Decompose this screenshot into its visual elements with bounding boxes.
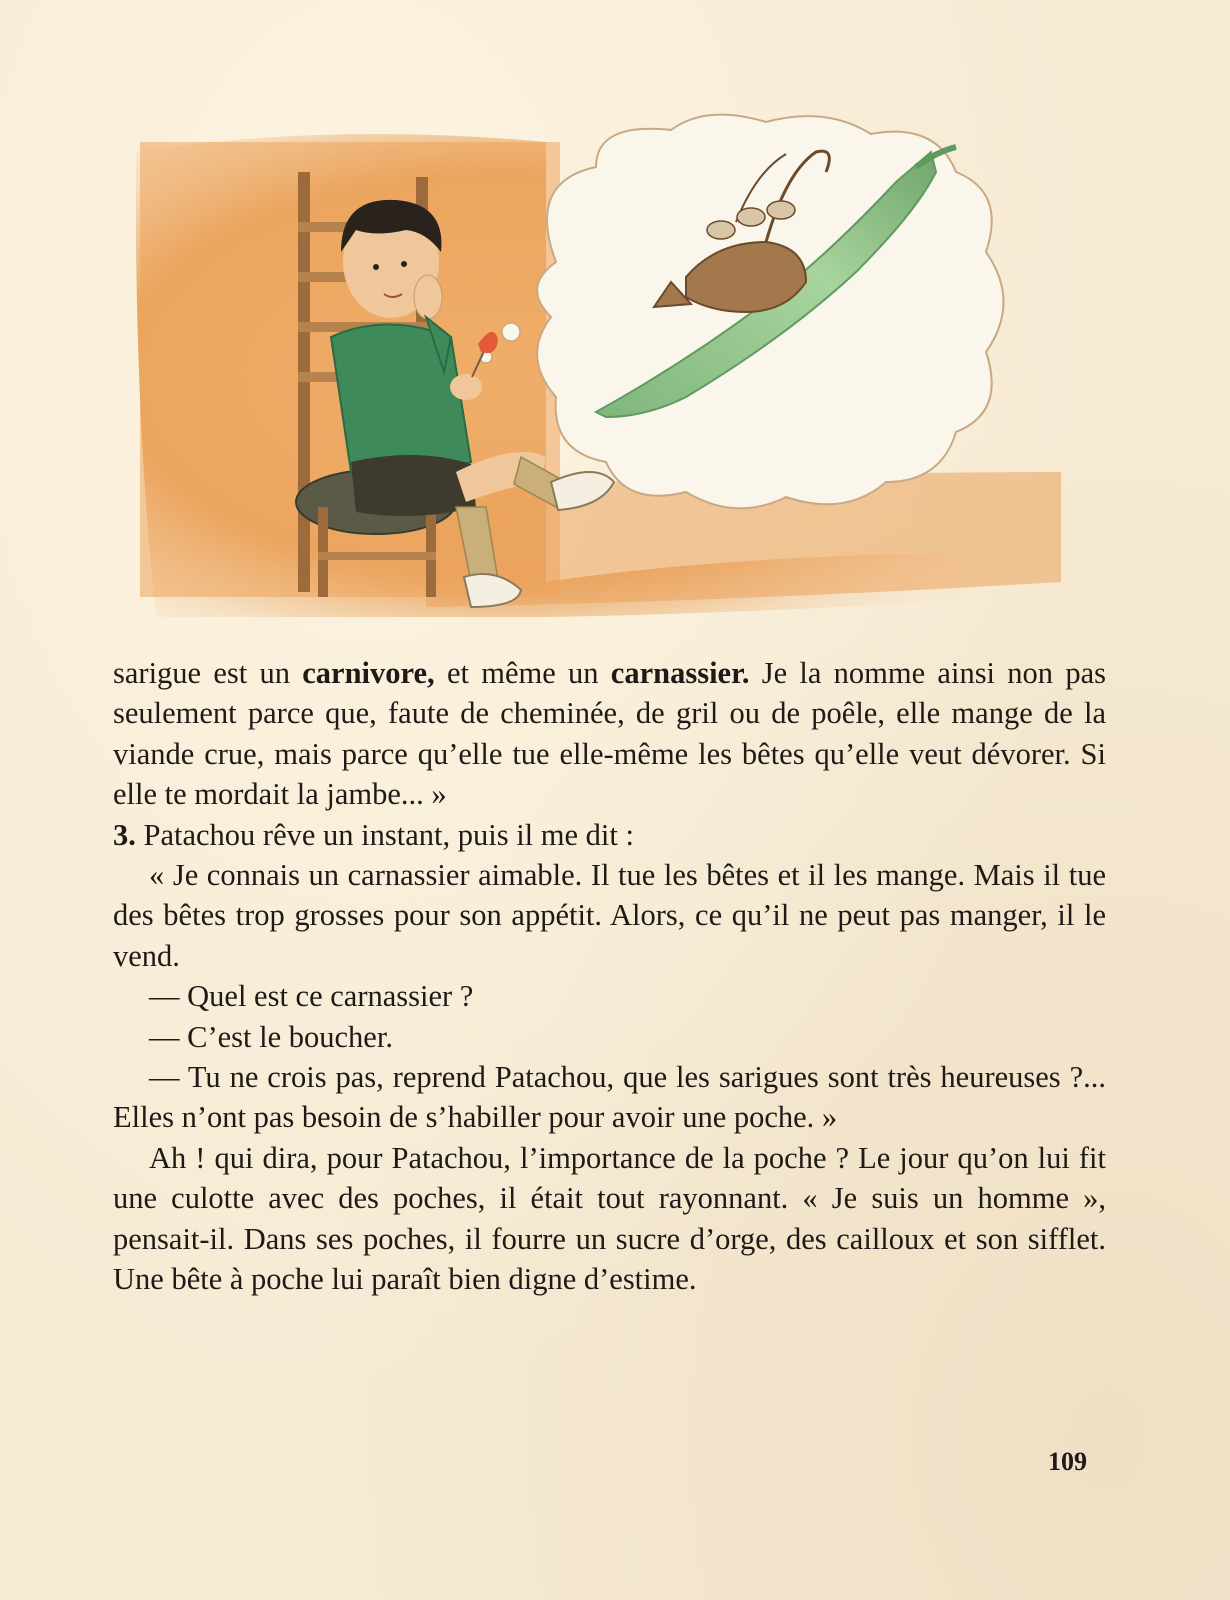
paragraph-carnassier [113,653,1106,815]
paragraph-poche: Ah ! qui dira, pour Patachou, l’importance de la poche ? Le jour qu’on lui fit une culotte avec des poches, il était tout rayonnant. « Je suis un homme », pensait-il. Dans ses poches, il fourre un sucre d’orge, des cailloux et son sifflet. Une bête à poche lui paraît bien digne d’estime. [113,1140,1106,1297]
term-carnivore: carnivore, [302,656,435,690]
p1-seg-1: sarigue est un [113,656,303,690]
paragraph-dialogue-4: — Tu ne crois pas, reprend Patachou, que les sarigues sont très heureuses ?... Elles n’ont pas besoin de s’habiller pour avoir une poche. » [113,1060,1106,1135]
p1-seg-3: et même un [434,656,611,690]
paragraph-dialogue-2: — Quel est ce carnassier ? [149,979,474,1014]
section-number: 3. [113,817,136,852]
paragraph-section-3 [113,815,1106,855]
section-3-text: Patachou rêve un instant, puis il me dit : [135,817,634,852]
term-carnassier: carnassier. [610,656,750,690]
illustration-boy-dreaming [126,112,1072,632]
p1-seg-5: Je la nomme ainsi non pas seulement parce que, faute de cheminée, de gril ou de poêle, elle mange de la viande crue, mais parce qu’elle tue elle-même les bêtes qu’elle veut dévorer. Si elle te mordait la jambe... » [113,656,1106,812]
body-text [113,653,1106,1300]
illustration-drawing [126,112,1072,632]
paragraph-dialogue-1: « Je connais un carnassier aimable. Il tue les bêtes et il les mange. Mais il tue des bêtes trop grosses pour son appétit. Alors, ce qu’il ne peut pas manger, il le vend. [113,858,1106,973]
paragraph-dialogue-3: — C’est le boucher. [149,1019,393,1054]
page-number: 109 [1048,1447,1087,1476]
bubble-dot-1 [502,323,520,341]
